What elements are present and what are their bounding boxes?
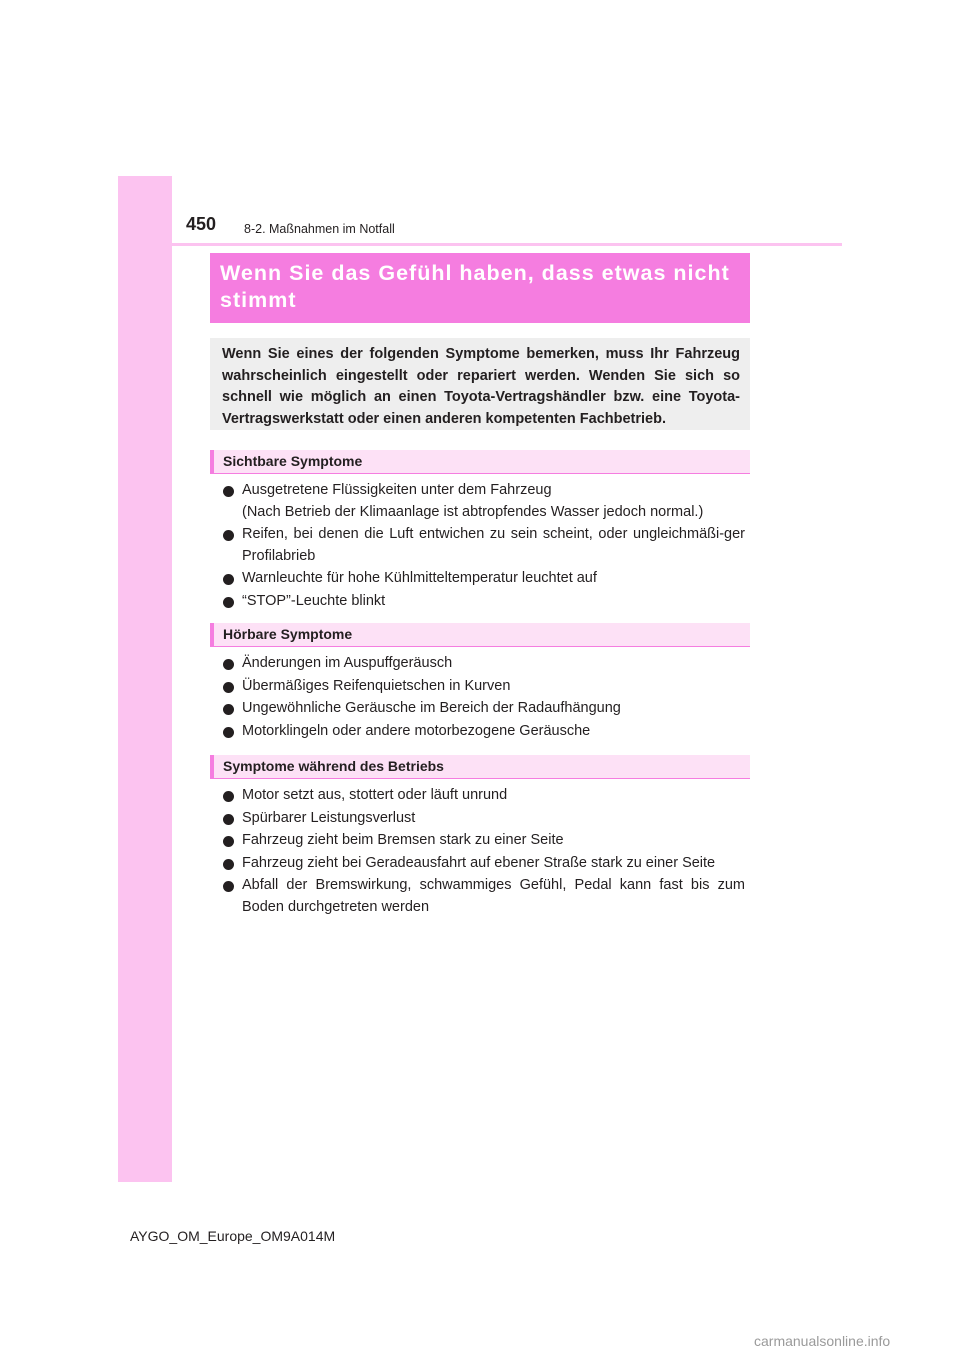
driving-symptoms-list [222,785,745,919]
list-item [222,568,745,590]
list-item-text: Änderungen im Auspuffgeräusch [242,655,453,671]
bullet-icon [223,881,234,892]
page-number: 450 [186,214,217,234]
list-item-text: Spürbarer Leistungsverlust [242,809,416,826]
audible-symptoms-list [222,653,745,743]
bullet-icon [223,791,234,802]
bullet-icon [223,682,234,693]
header-rule [118,243,842,246]
footer-document-id: AYGO_OM_Europe_OM9A014M [130,1228,336,1244]
list-item [222,830,745,852]
bullet-icon [223,574,234,585]
list-item [222,875,745,918]
list-item-text: Ausgetretene Flüssigkeiten unter dem Fahrzeug [242,482,552,498]
list-item [222,653,745,675]
list-item-text: Fahrzeug zieht bei Geradeausfahrt auf ebener Straße stark zu einer Seite [242,854,716,871]
list-item-text: Fahrzeug zieht beim Bremsen stark zu einer Seite [242,832,564,848]
list-item [222,721,745,743]
list-item [222,524,745,567]
list-item-text: Motor setzt aus, stottert oder läuft unrund [242,787,508,803]
section-heading-visible-symptoms: Sichtbare Symptome [210,450,750,474]
list-item [222,480,745,523]
list-item-text: Motorklingeln oder andere motorbezogene Geräusche [242,722,591,739]
title-banner [210,253,750,323]
list-item [222,785,745,807]
page-title: Wenn Sie das Gefühl haben, dass etwas nicht stimmt [220,261,730,312]
bullet-icon [223,659,234,670]
list-item-text: Ungewöhnliche Geräusche im Bereich der Radaufhängung [242,700,621,716]
list-item [222,853,745,875]
list-item [222,808,745,830]
list-item [222,698,745,720]
chapter-side-tab [118,176,172,1182]
list-item [222,591,745,613]
list-item-text: Reifen, bei denen die Luft entwichen zu sein scheint, oder ungleichmäßi-ger Profilabrieb [242,526,745,564]
list-item [222,676,745,698]
breadcrumb: 8-2. Maßnahmen im Notfall [244,222,395,236]
visible-symptoms-list [222,480,745,613]
watermark: carmanualsonline.info [754,1333,891,1349]
bullet-icon [223,836,234,847]
list-item-text: “STOP”-Leuchte blinkt [242,592,386,609]
intro-box [210,338,750,430]
bullet-icon [223,486,234,497]
bullet-icon [223,597,234,608]
section-heading-driving-symptoms: Symptome während des Betriebs [210,755,750,779]
bullet-icon [223,859,234,870]
bullet-icon [223,814,234,825]
bullet-icon [223,530,234,541]
intro-text: Wenn Sie eines der folgenden Symptome bemerken, muss Ihr Fahrzeug wahrscheinlich eingestellt oder repariert werden. Wenden Sie sich so schnell wie möglich an einen Toyota-Vertragshändler bzw. eine Toyota-Vertragswerkstatt oder einen anderen kompetenten Fachbetrieb. [222,346,740,427]
section-heading-audible-symptoms: Hörbare Symptome [210,623,750,647]
list-item-text: Übermäßiges Reifenquietschen in Kurven [242,677,511,694]
bullet-icon [223,704,234,715]
list-item-text: Abfall der Bremswirkung, schwammiges Gefühl, Pedal kann fast bis zum Boden durchgetreten werden [242,877,745,915]
list-item-text: Warnleuchte für hohe Kühlmitteltemperatur leuchtet auf [242,570,597,586]
bullet-icon [223,727,234,738]
list-item-note: (Nach Betrieb der Klimaanlage ist abtropfendes Wasser jedoch normal.) [242,503,704,520]
